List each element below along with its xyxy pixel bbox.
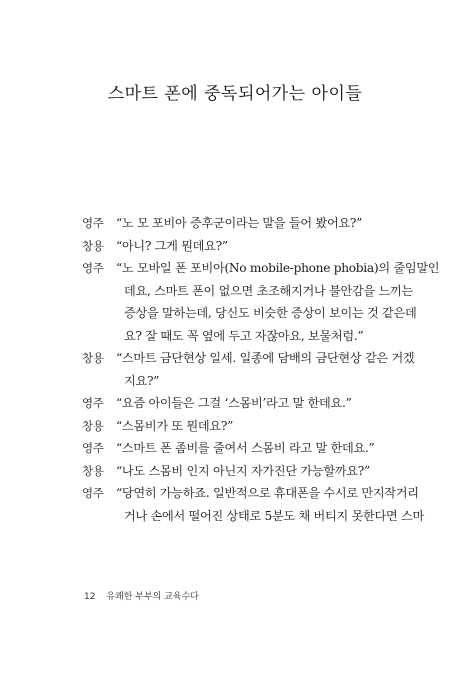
dialogue-turn [82,235,402,258]
speaker-label: 영주 [82,486,104,500]
speaker-label: 영주 [82,396,104,410]
speaker-label: 영주 [82,441,104,455]
dialogue-line: 증상을 말하는데, 당신도 비슷한 증상이 보이는 것 같은데 [124,306,417,320]
dialogue-text [116,415,402,438]
dialogue-turn [82,415,402,438]
speaker-label: 창용 [82,238,104,253]
speaker-label: 창용 [82,351,104,365]
dialogue-text [116,212,402,235]
dialogue-line: “아니? 그게 뭔데요?” [116,238,228,253]
dialogue-line: “당연히 가능하죠. 일반적으로 휴대폰을 수시로 만지작거리 [116,486,419,500]
dialogue-line: “요즘 아이들은 그걸 ‘스몸비’라고 말 한데요.” [116,396,352,410]
dialogue-line: “스마트 폰 좀비를 줄여서 스몸비 라고 말 한데요.” [116,441,375,455]
dialogue-line: “나도 스몸비 인지 아닌지 자가진단 가능할까요?” [116,463,370,478]
dialogue-body [82,212,440,527]
dialogue-turn [82,212,402,235]
dialogue-line: 데요, 스마트 폰이 없으면 초조해지거나 불안감을 느끼는 [124,283,413,298]
speaker-label: 영주 [82,216,104,230]
dialogue-text [116,392,402,415]
speaker-label: 창용 [82,418,104,433]
dialogue-line: “노 모바일 폰 포비아(No mobile-phone phobia)의 줄임말인 [116,261,440,275]
dialogue-line: “스마트 금단현상 일세. 일종에 담배의 금단현상 같은 거겠 [116,351,415,365]
dialogue-line: “노 모 포비아 증후군이라는 말을 들어 봤어요?” [116,216,363,230]
page-footer [84,589,199,602]
dialogue-text [116,347,414,392]
dialogue-turn [82,347,415,392]
dialogue-line: 요? 잘 때도 꼭 옆에 두고 자잖아요, 보물처럼.” [124,328,364,343]
page-number: 12 [84,592,96,602]
dialogue-line: “스몸비가 또 뭔데요?” [116,418,234,433]
dialogue-line: 지요?” [124,373,160,388]
dialogue-text [116,460,402,483]
dialogue-turn [82,392,402,415]
speaker-label: 창용 [82,463,104,478]
dialogue-turn [82,257,440,347]
dialogue-text [116,235,402,258]
page-title: 스마트 폰에 중독되어가는 아이들 [107,84,363,104]
dialogue-text [116,257,439,347]
speaker-label: 영주 [82,261,104,275]
dialogue-text [116,482,424,527]
dialogue-turn [82,482,424,527]
running-title: 유쾌한 부부의 교육수다 [106,592,199,602]
dialogue-text [116,437,402,460]
dialogue-turn [82,437,402,460]
dialogue-line: 거나 손에서 떨어진 상태로 5분도 채 버티지 못한다면 스마 [124,508,424,523]
dialogue-turn [82,460,402,483]
